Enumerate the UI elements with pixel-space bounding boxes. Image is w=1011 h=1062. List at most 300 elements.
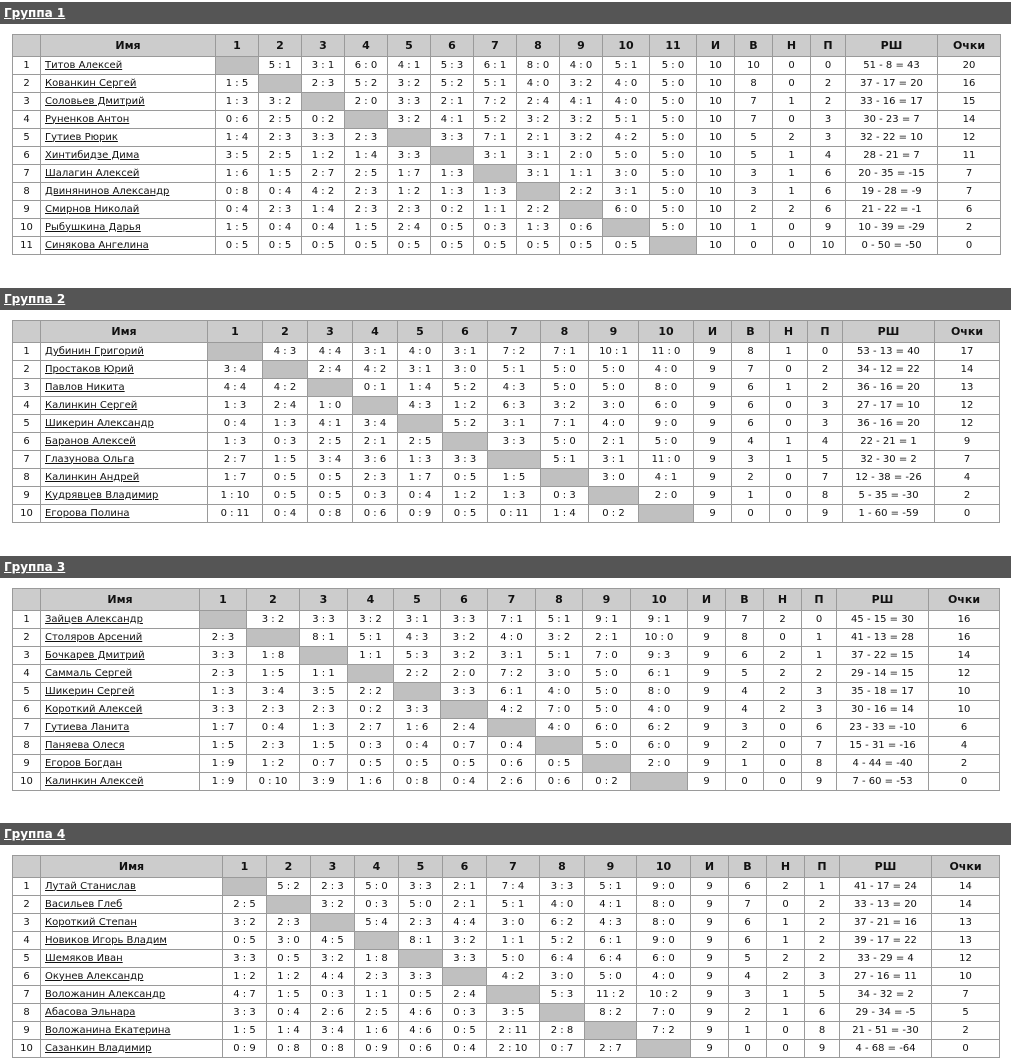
score-cell: 6 : 1	[474, 57, 517, 75]
score-cell: 0	[808, 343, 843, 361]
score-cell: 0 : 5	[474, 237, 517, 255]
score-cell: 9	[691, 986, 729, 1004]
score-cell: 51 - 8 = 43	[846, 57, 938, 75]
score-cell: 6 : 4	[540, 950, 585, 968]
score-cell: 0	[764, 755, 802, 773]
score-cell: 14	[929, 647, 1000, 665]
score-cell: 41 - 17 = 24	[840, 878, 932, 896]
score-cell: 5 : 0	[583, 701, 631, 719]
score-cell: 2	[764, 611, 802, 629]
group-1-table	[12, 34, 1001, 255]
player-name-link[interactable]: Короткий Степан	[41, 914, 223, 932]
player-name-link[interactable]: Шикерин Сергей	[41, 683, 200, 701]
score-cell: 15	[938, 93, 1001, 111]
player-name-link[interactable]: Дубинин Григорий	[41, 343, 208, 361]
score-cell	[474, 165, 517, 183]
player-name-link[interactable]: Васильев Глеб	[41, 896, 223, 914]
score-cell: 2 : 1	[517, 129, 560, 147]
score-cell: 39 - 17 = 22	[840, 932, 932, 950]
score-cell: 8	[808, 487, 843, 505]
column-header: 8	[517, 35, 560, 57]
column-header: Имя	[41, 856, 223, 878]
score-cell: 6	[811, 165, 846, 183]
player-name-link[interactable]: Бочкарев Дмитрий	[41, 647, 200, 665]
score-cell: 9	[688, 647, 726, 665]
score-cell: 3 : 0	[589, 469, 639, 487]
score-cell: 3 : 1	[394, 611, 441, 629]
column-header: Имя	[41, 35, 216, 57]
score-cell: 5 : 0	[583, 683, 631, 701]
score-cell: 8	[802, 755, 837, 773]
header-row	[13, 856, 1000, 878]
score-cell: 2 : 5	[345, 165, 388, 183]
score-cell: 2 : 3	[345, 183, 388, 201]
player-name-link[interactable]: Окунев Александр	[41, 968, 223, 986]
score-cell: 2 : 2	[394, 665, 441, 683]
score-cell: 2 : 5	[355, 1004, 399, 1022]
score-cell: 2	[811, 75, 846, 93]
score-cell: 2	[764, 647, 802, 665]
player-name-link[interactable]: Короткий Алексей	[41, 701, 200, 719]
player-name-link[interactable]: Глазунова Ольга	[41, 451, 208, 469]
score-cell: 22 - 21 = 1	[843, 433, 935, 451]
score-cell: 2	[811, 93, 846, 111]
score-cell: 5 : 1	[488, 361, 541, 379]
rank-cell: 2	[13, 361, 41, 379]
column-header: Очки	[932, 856, 1000, 878]
score-cell	[300, 647, 348, 665]
score-cell: 0	[773, 75, 811, 93]
score-cell: 9	[688, 737, 726, 755]
score-cell: 4	[808, 433, 843, 451]
score-cell: 4 : 0	[536, 683, 583, 701]
rank-cell: 9	[13, 201, 41, 219]
score-cell: 3 : 2	[348, 611, 394, 629]
score-cell: 9	[688, 755, 726, 773]
score-cell	[431, 147, 474, 165]
player-name-link[interactable]: Калинкин Алексей	[41, 773, 200, 791]
column-header: В	[726, 589, 764, 611]
score-cell: 0 : 4	[259, 183, 302, 201]
column-header: П	[805, 856, 840, 878]
score-cell: 5 : 0	[650, 75, 697, 93]
player-name-link[interactable]: Кованкин Сергей	[41, 75, 216, 93]
score-cell: 9	[691, 1022, 729, 1040]
score-cell: 6 : 0	[583, 719, 631, 737]
score-cell: 2 : 4	[443, 986, 487, 1004]
score-cell: 9	[691, 950, 729, 968]
score-cell: 2 : 11	[487, 1022, 540, 1040]
score-cell	[308, 379, 353, 397]
table-row	[13, 343, 1000, 361]
player-name-link[interactable]: Павлов Никита	[41, 379, 208, 397]
score-cell	[208, 343, 263, 361]
score-cell: 5	[932, 1004, 1000, 1022]
table-row	[13, 611, 1000, 629]
score-cell: 5 : 4	[355, 914, 399, 932]
column-header: РШ	[846, 35, 938, 57]
score-cell	[398, 415, 443, 433]
score-cell: 1 : 4	[267, 1022, 311, 1040]
player-name-link[interactable]: Рыбушкина Дарья	[41, 219, 216, 237]
score-cell: 11 : 0	[639, 343, 694, 361]
score-cell: 3 : 0	[443, 361, 488, 379]
score-cell: 0 : 5	[517, 237, 560, 255]
score-cell: 1	[726, 755, 764, 773]
score-cell: 3 : 0	[267, 932, 311, 950]
player-name-link[interactable]: Сазанкин Владимир	[41, 1040, 223, 1058]
player-name-link[interactable]: Калинкин Сергей	[41, 397, 208, 415]
score-cell: 0	[764, 737, 802, 755]
column-header: 6	[443, 321, 488, 343]
score-cell: 4 : 3	[488, 379, 541, 397]
score-cell: 5 : 2	[443, 415, 488, 433]
score-cell: 2	[767, 950, 805, 968]
score-cell: 0 : 5	[345, 237, 388, 255]
score-cell: 0 : 4	[302, 219, 345, 237]
score-cell: 2 : 0	[631, 755, 688, 773]
score-cell: 14	[932, 878, 1000, 896]
score-cell: 1 : 2	[223, 968, 267, 986]
player-name-link[interactable]: Синякова Ангелина	[41, 237, 216, 255]
player-name-link[interactable]: Титов Алексей	[41, 57, 216, 75]
column-header: 1	[208, 321, 263, 343]
score-cell: 10	[735, 57, 773, 75]
player-name-link[interactable]: Абасова Эльнара	[41, 1004, 223, 1022]
score-cell: 8 : 0	[637, 914, 691, 932]
score-cell: 3 : 3	[443, 950, 487, 968]
column-header: И	[691, 856, 729, 878]
score-cell: 7 : 2	[474, 93, 517, 111]
player-name-link[interactable]: Соловьев Дмитрий	[41, 93, 216, 111]
score-cell: 5 : 1	[603, 111, 650, 129]
player-name-link[interactable]: Шалагин Алексей	[41, 165, 216, 183]
table-row	[13, 629, 1000, 647]
score-cell: 3 : 4	[308, 451, 353, 469]
score-cell: 9	[688, 719, 726, 737]
player-name-link[interactable]: Калинкин Андрей	[41, 469, 208, 487]
rank-cell: 7	[13, 451, 41, 469]
score-cell: 4 : 3	[398, 397, 443, 415]
column-header: 9	[583, 589, 631, 611]
player-name-link[interactable]: Гутиев Рюрик	[41, 129, 216, 147]
score-cell: 1 : 3	[300, 719, 348, 737]
score-cell: 2 : 4	[517, 93, 560, 111]
score-cell: 0 : 8	[267, 1040, 311, 1058]
score-cell: 0	[764, 719, 802, 737]
score-cell: 8 : 2	[585, 1004, 637, 1022]
table-row	[13, 415, 1000, 433]
score-cell: 0 : 5	[267, 950, 311, 968]
score-cell: 16	[929, 629, 1000, 647]
score-cell: 4 : 0	[536, 719, 583, 737]
player-name-link[interactable]: Воложанин Александр	[41, 986, 223, 1004]
score-cell: 0 : 3	[541, 487, 589, 505]
score-cell: 2 : 3	[267, 914, 311, 932]
score-cell: 36 - 16 = 20	[843, 379, 935, 397]
group-2	[0, 288, 1011, 519]
score-cell: 7	[808, 469, 843, 487]
score-cell: 5 : 2	[431, 75, 474, 93]
score-cell: 5 : 0	[487, 950, 540, 968]
score-cell: 5 : 1	[487, 896, 540, 914]
score-cell: 2 : 6	[311, 1004, 355, 1022]
score-cell: 1 : 2	[267, 968, 311, 986]
score-cell: 4 : 2	[302, 183, 345, 201]
score-cell: 2	[805, 914, 840, 932]
score-cell: 1 : 3	[488, 487, 541, 505]
player-name-link[interactable]: Руненков Антон	[41, 111, 216, 129]
score-cell: 0 : 5	[431, 237, 474, 255]
score-cell	[517, 183, 560, 201]
score-cell	[441, 701, 488, 719]
score-cell: 0 : 5	[263, 487, 308, 505]
score-cell: 1 : 5	[216, 75, 259, 93]
score-cell: 0 : 5	[443, 505, 488, 523]
score-cell: 3 : 2	[247, 611, 300, 629]
score-cell: 0	[770, 415, 808, 433]
table-row	[13, 1022, 1000, 1040]
score-cell: 14	[932, 896, 1000, 914]
score-cell: 2 : 3	[345, 201, 388, 219]
score-cell: 33 - 29 = 4	[840, 950, 932, 968]
table-row	[13, 1040, 1000, 1058]
score-cell: 6 : 1	[488, 683, 536, 701]
score-cell: 1	[735, 219, 773, 237]
score-cell: 4 : 0	[517, 75, 560, 93]
score-cell: 0 : 5	[302, 237, 345, 255]
rank-cell: 5	[13, 129, 41, 147]
score-cell: 7 : 2	[488, 343, 541, 361]
score-cell: 6	[729, 878, 767, 896]
score-cell: 27 - 16 = 11	[840, 968, 932, 986]
score-cell: 6	[811, 201, 846, 219]
score-cell: 3 : 3	[388, 147, 431, 165]
score-cell: 4	[929, 737, 1000, 755]
score-cell: 5 : 0	[650, 183, 697, 201]
score-cell: 5 : 2	[267, 878, 311, 896]
score-cell: 4 : 0	[398, 343, 443, 361]
score-cell: 4 : 2	[263, 379, 308, 397]
score-cell	[639, 505, 694, 523]
score-cell: 7 : 1	[541, 415, 589, 433]
score-cell: 2 : 0	[441, 665, 488, 683]
score-cell	[353, 397, 398, 415]
score-cell: 4 : 3	[585, 914, 637, 932]
rank-cell: 1	[13, 343, 41, 361]
score-cell: 5 : 0	[589, 379, 639, 397]
score-cell: 5 : 0	[541, 361, 589, 379]
player-name-link[interactable]: Новиков Игорь Владим	[41, 932, 223, 950]
table-row	[13, 1004, 1000, 1022]
player-name-link[interactable]: Хинтибидзе Дима	[41, 147, 216, 165]
score-cell: 2 : 3	[311, 878, 355, 896]
column-header: 8	[536, 589, 583, 611]
group-3-title[interactable]: Группа 3	[0, 556, 1011, 578]
score-cell	[394, 683, 441, 701]
score-cell: 3 : 2	[443, 932, 487, 950]
player-name-link[interactable]: Простаков Юрий	[41, 361, 208, 379]
group-2-title[interactable]: Группа 2	[0, 288, 1011, 310]
column-header: 2	[267, 856, 311, 878]
table-row	[13, 896, 1000, 914]
player-name-link[interactable]: Воложанина Екатерина	[41, 1022, 223, 1040]
score-cell: 7	[732, 361, 770, 379]
score-cell: 9	[694, 379, 732, 397]
score-cell: 7 : 1	[488, 611, 536, 629]
player-name-link[interactable]: Лутай Станислав	[41, 878, 223, 896]
score-cell: 1 : 1	[560, 165, 603, 183]
score-cell: 6	[729, 914, 767, 932]
score-cell: 5 - 35 = -30	[843, 487, 935, 505]
score-cell: 3 : 2	[311, 896, 355, 914]
score-cell: 7	[735, 111, 773, 129]
column-header	[13, 321, 41, 343]
table-row	[13, 968, 1000, 986]
column-header: Очки	[938, 35, 1001, 57]
score-cell: 2	[773, 201, 811, 219]
score-cell: 3 : 2	[259, 93, 302, 111]
score-cell: 5 : 1	[585, 878, 637, 896]
score-cell: 9	[694, 505, 732, 523]
group-1-title[interactable]: Группа 1	[0, 2, 1011, 24]
score-cell: 4	[729, 968, 767, 986]
score-cell: 9 : 0	[639, 415, 694, 433]
score-cell: 6 : 4	[585, 950, 637, 968]
score-cell: 3 : 3	[443, 451, 488, 469]
score-cell: 3 : 5	[487, 1004, 540, 1022]
score-cell: 8 : 0	[517, 57, 560, 75]
score-cell: 6 : 1	[585, 932, 637, 950]
score-cell: 0 : 6	[560, 219, 603, 237]
score-cell: 0 : 5	[441, 755, 488, 773]
score-cell: 33 - 16 = 17	[846, 93, 938, 111]
score-cell: 4 : 2	[487, 968, 540, 986]
score-cell: 21 - 51 = -30	[840, 1022, 932, 1040]
score-cell: 1 : 4	[216, 129, 259, 147]
player-name-link[interactable]: Смирнов Николай	[41, 201, 216, 219]
score-cell: 0 : 9	[223, 1040, 267, 1058]
score-cell: 2 : 7	[208, 451, 263, 469]
player-name-link[interactable]: Егорова Полина	[41, 505, 208, 523]
score-cell: 11	[938, 147, 1001, 165]
score-cell: 2	[764, 683, 802, 701]
column-header: 5	[388, 35, 431, 57]
score-cell: 9	[694, 343, 732, 361]
player-name-link[interactable]: Зайцев Александр	[41, 611, 200, 629]
score-cell: 9	[688, 683, 726, 701]
player-name-link[interactable]: Саммаль Сергей	[41, 665, 200, 683]
player-name-link[interactable]: Паняева Олеся	[41, 737, 200, 755]
score-cell: 1 : 1	[355, 986, 399, 1004]
score-cell: 0 : 4	[398, 487, 443, 505]
score-cell: 12	[932, 950, 1000, 968]
score-cell	[488, 719, 536, 737]
score-cell: 8	[732, 343, 770, 361]
player-name-link[interactable]: Шемяков Иван	[41, 950, 223, 968]
group-3	[0, 556, 1011, 787]
score-cell	[355, 932, 399, 950]
score-cell: 28 - 21 = 7	[846, 147, 938, 165]
score-cell: 17	[935, 343, 1000, 361]
score-cell: 3 : 4	[247, 683, 300, 701]
score-cell: 1 : 6	[348, 773, 394, 791]
score-cell: 3 : 2	[441, 647, 488, 665]
score-cell: 5 : 0	[650, 165, 697, 183]
score-cell: 2	[808, 361, 843, 379]
score-cell: 2	[935, 487, 1000, 505]
table-row	[13, 111, 1001, 129]
player-name-link[interactable]: Кудрявцев Владимир	[41, 487, 208, 505]
score-cell: 4	[811, 147, 846, 165]
score-cell: 7 : 0	[536, 701, 583, 719]
player-name-link[interactable]: Егоров Богдан	[41, 755, 200, 773]
score-cell: 2 : 1	[443, 878, 487, 896]
score-cell: 5	[735, 129, 773, 147]
score-cell: 7 : 1	[474, 129, 517, 147]
score-cell: 1 : 2	[247, 755, 300, 773]
score-cell: 0 : 6	[216, 111, 259, 129]
column-header: Очки	[935, 321, 1000, 343]
player-name-link[interactable]: Двинянинов Александр	[41, 183, 216, 201]
score-cell: 1 : 3	[208, 397, 263, 415]
score-cell: 7 : 2	[488, 665, 536, 683]
score-cell: 1 : 5	[200, 737, 247, 755]
score-cell: 0	[938, 237, 1001, 255]
group-4-title[interactable]: Группа 4	[0, 823, 1011, 845]
score-cell: 2	[808, 379, 843, 397]
score-cell: 2	[932, 1022, 1000, 1040]
score-cell: 0	[770, 361, 808, 379]
score-cell: 3	[811, 129, 846, 147]
score-cell: 4 : 4	[208, 379, 263, 397]
score-cell: 10	[697, 183, 735, 201]
column-header: Очки	[929, 589, 1000, 611]
column-header: 6	[431, 35, 474, 57]
score-cell: 4 : 0	[540, 896, 585, 914]
score-cell: 0	[726, 773, 764, 791]
score-cell: 0 : 5	[388, 237, 431, 255]
score-cell: 2	[802, 665, 837, 683]
player-name-link[interactable]: Шикерин Александр	[41, 415, 208, 433]
score-cell: 1 : 8	[247, 647, 300, 665]
score-cell: 10	[811, 237, 846, 255]
player-name-link[interactable]: Баранов Алексей	[41, 433, 208, 451]
score-cell: 6 : 0	[639, 397, 694, 415]
score-cell	[345, 111, 388, 129]
table-row	[13, 361, 1000, 379]
score-cell: 5	[805, 986, 840, 1004]
score-cell: 0 : 5	[259, 237, 302, 255]
column-header: 5	[399, 856, 443, 878]
rank-cell: 7	[13, 986, 41, 1004]
column-header: И	[697, 35, 735, 57]
score-cell: 0 : 4	[263, 505, 308, 523]
column-header: 4	[353, 321, 398, 343]
column-header: Н	[764, 589, 802, 611]
score-cell: 19 - 28 = -9	[846, 183, 938, 201]
score-cell: 9	[691, 968, 729, 986]
score-cell: 2 : 5	[398, 433, 443, 451]
score-cell: 3 : 1	[603, 183, 650, 201]
player-name-link[interactable]: Гутиева Ланита	[41, 719, 200, 737]
score-cell: 5 : 0	[355, 878, 399, 896]
score-cell: 1	[767, 914, 805, 932]
rank-cell: 1	[13, 878, 41, 896]
player-name-link[interactable]: Столяров Арсений	[41, 629, 200, 647]
column-header: 5	[394, 589, 441, 611]
score-cell: 4 : 1	[639, 469, 694, 487]
